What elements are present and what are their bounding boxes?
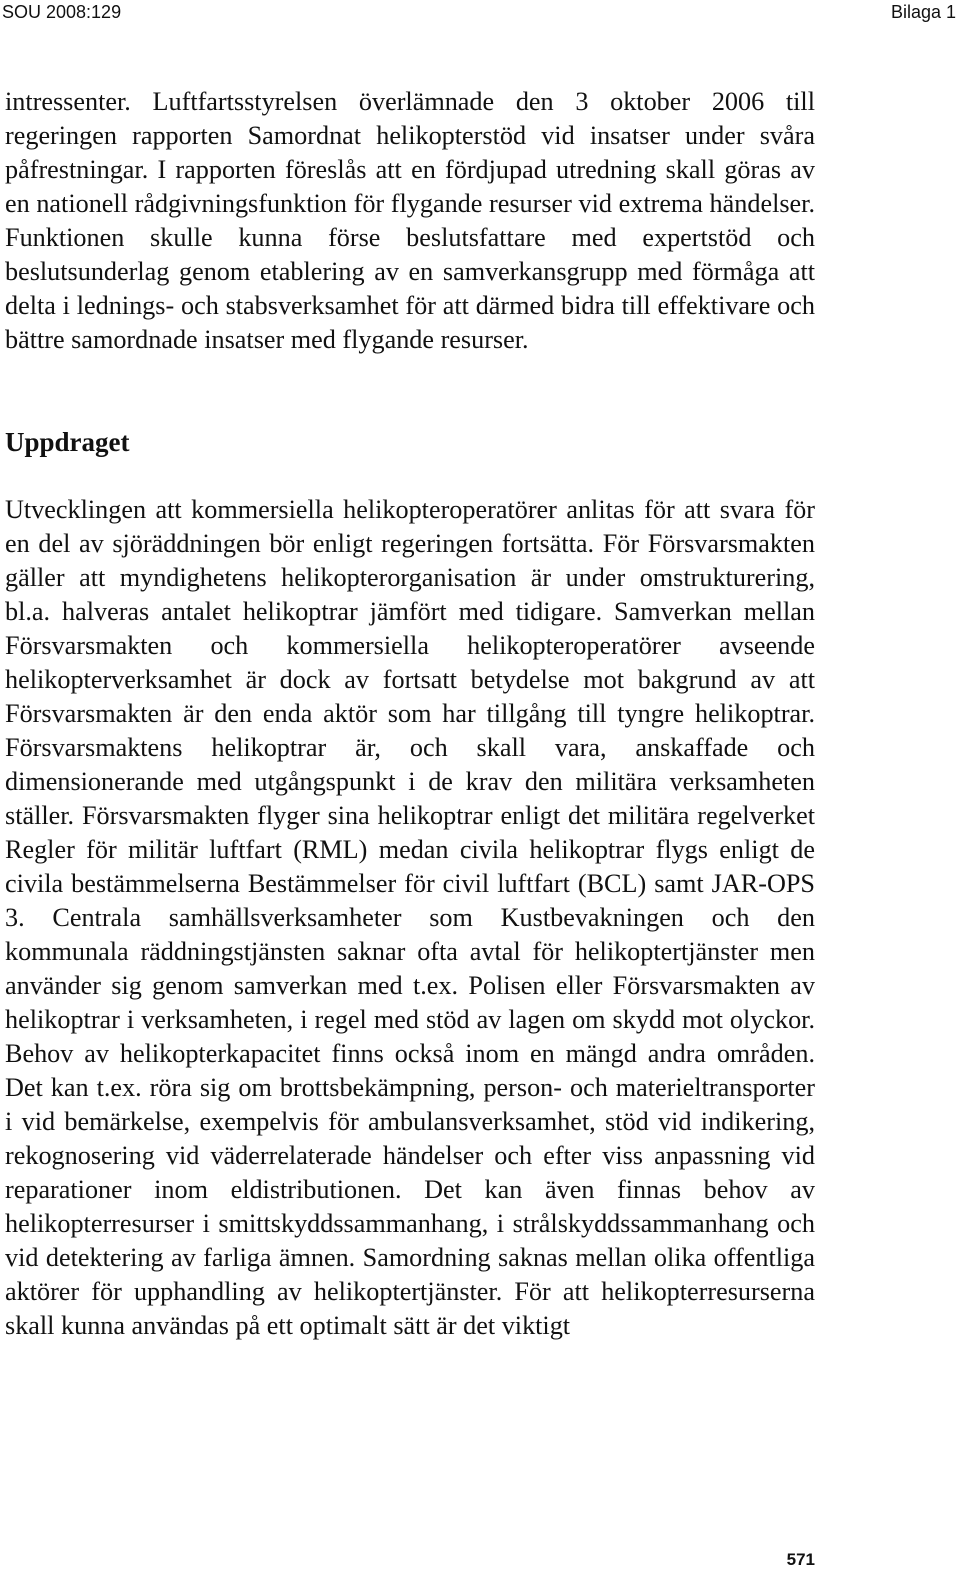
document-body xyxy=(5,85,815,1343)
section-heading: Uppdraget xyxy=(5,427,130,457)
appendix-label: Bilaga 1 xyxy=(890,2,956,22)
paragraph-uppdraget: Utvecklingen att kommersiella helikopteroperatörer anlitas för att svara för en del av sjöräddningen bör enligt regeringen fortsätta. För Försvarsmakten gäller att myndighetens helikopterorganisation är under omstrukturering, bl.a. halveras antalet helikoptrar jämfört med tidigare. Samverkan mellan Försvarsmakten och kommersiella helikopteroperatörer avseende helikopterverksamhet är dock av fortsatt betydelse mot bakgrund av att Försvarsmakten är den enda aktör som har tillgång till tyngre helikoptrar. Försvarsmaktens helikoptrar är, och skall vara, anskaffade och dimensionerande med utgångspunkt i de krav den militära verksamheten ställer. Försvarsmakten flyger sina helikoptrar enligt det militära regelverket Regler för militär luftfart (RML) medan civila helikoptrar flygs enligt de civila bestämmelserna Bestämmelser för civil luftfart (BCL) samt JAR-OPS 3. Centrala samhällsverksamheter som Kustbevakningen och den kommunala räddningstjänsten saknar ofta avtal för helikoptertjänster men använder sig genom samverkan med t.ex. Polisen eller Försvarsmakten av helikoptrar i verksamheten, i regel med stöd av lagen om skydd mot olyckor. Behov av helikopterkapacitet finns också inom en mängd andra områden. Det kan t.ex. röra sig om brottsbekämpning, person- och materieltransporter i vid bemärkelse, exempelvis för ambulansverksamhet, stöd vid indikering, rekognosering vid väderrelaterade händelser och efter viss anpassning vid reparationer inom eldistributionen. Det kan även finnas behov av helikopterresurser i smittskyddssammanhang, i strålskyddssammanhang och vid detektering av farliga ämnen. Samordning saknas mellan olika offentliga aktörer för upphandling av helikoptertjänster. För att helikopterresurserna skall kunna användas på ett optimalt sätt är det viktigt xyxy=(5,495,815,1340)
page-header xyxy=(0,0,960,24)
document-id: SOU 2008:129 xyxy=(2,2,122,22)
page-number: 571 xyxy=(786,1550,815,1569)
paragraph-intro: intressenter. Luftfartsstyrelsen överlämnade den 3 oktober 2006 till regeringen rapporten Samordnat helikopterstöd vid insatser under svåra påfrestningar. I rapporten föreslås att en fördjupad utredning skall göras av en nationell rådgivningsfunktion för flygande resurser vid extrema händelser. Funktionen skulle kunna förse beslutsfattare med expertstöd och beslutsunderlag genom etablering av en samverkansgrupp med förmåga att delta i lednings- och stabsverksamhet för att därmed bidra till effektivare och bättre samordnade insatser med flygande resurser. xyxy=(5,87,815,354)
